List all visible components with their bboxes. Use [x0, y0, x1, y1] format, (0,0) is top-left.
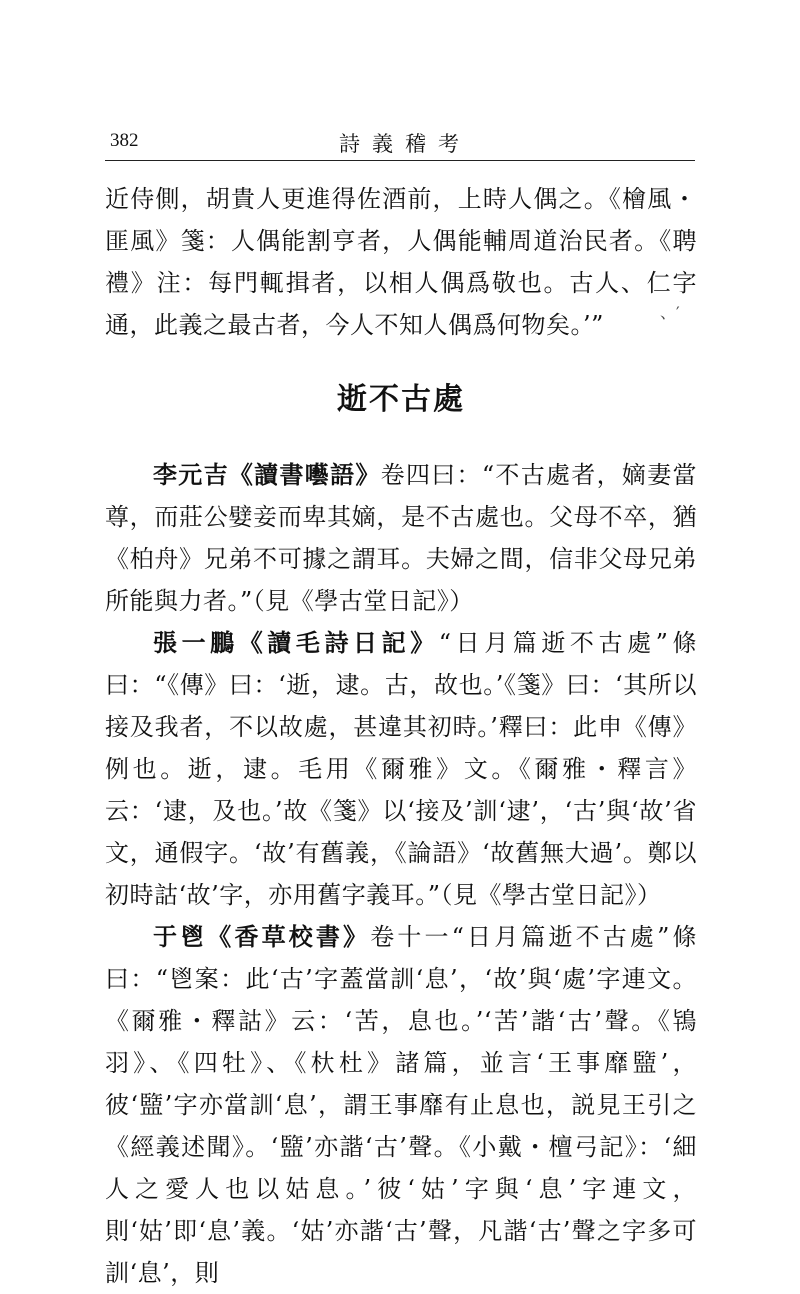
paragraph-text: 卷四曰：“不古處者，嫡妻當尊，而莊公嬖妾而卑其嫡，是不古處也。父母不卒，猶《柏舟》兄弟不可據之謂耳。夫婦之間，信非父母兄弟所能與力者。”（見《學古堂日記》） [105, 461, 697, 615]
work-title: 《香草校書》 [207, 923, 371, 951]
stray-marks: 、′ [660, 303, 680, 322]
author-name: 張一鵬 [153, 629, 239, 657]
running-title: 詩義稽考 [339, 132, 471, 156]
paragraph-li-yuanji [105, 454, 697, 622]
page-body [105, 178, 697, 1294]
paragraph-text: “日月篇逝不古處”條曰：“《傳》曰：‘逝，逮。古，故也。’《箋》曰：‘其所以接及我者，不以故處，甚違其初時。’釋曰：此申《傳》例也。逝，逮。毛用《爾雅》文。《爾雅・釋言》云：‘逮，及也。’故《箋》以‘接及’訓‘逮’，‘古’與‘故’省文，通假字。‘故’有舊義，《論語》‘故舊無大過’。鄭以初時詁‘故’字，亦用舊字義耳。”（見《學古堂日記》） [105, 629, 698, 909]
author-name: 于鬯 [153, 923, 208, 951]
intro-paragraph: 近侍側，胡貴人更進得佐酒前，上時人偶之。《檜風・匪風》箋：人偶能割亨者，人偶能輔周道治民者。《聘禮》注：每門輒揖者，以相人偶爲敬也。古人、仁字通，此義之最古者，今人不知人偶爲何物矣。’” [105, 185, 697, 339]
work-title: 《讀毛詩日記》 [238, 629, 439, 657]
author-name: 李元吉 [153, 461, 229, 489]
section-title: 逝不古處 [337, 382, 465, 417]
page-number: 382 [110, 130, 139, 151]
work-title: 《讀書囈語》 [228, 461, 381, 489]
paragraph-text: 卷十一“日月篇逝不古處”條曰：“鬯案：此‘古’字蓋當訓‘息’，‘故’與‘處’字連文。《爾雅・釋詁》云：‘苦，息也。’‘苦’諧‘古’聲。《鴇羽》、《四牡》、《杕杜》諸篇，並言‘王事靡盬’，彼‘盬’字亦當訓‘息’，謂王事靡有止息也，説見王引之《經義述聞》。‘盬’亦諧‘古’聲。《小戴・檀弓記》：‘細人之愛人也以姑息。’彼‘姑’字與‘息’字連文，則‘姑’即‘息’義。‘姑’亦諧‘古’聲，凡諧‘古’聲之字多可訓‘息’，則 [105, 923, 697, 1287]
paragraph-zhang-yipeng [105, 622, 697, 916]
header-rule [105, 160, 695, 161]
paragraph-yu-chang [105, 916, 697, 1294]
